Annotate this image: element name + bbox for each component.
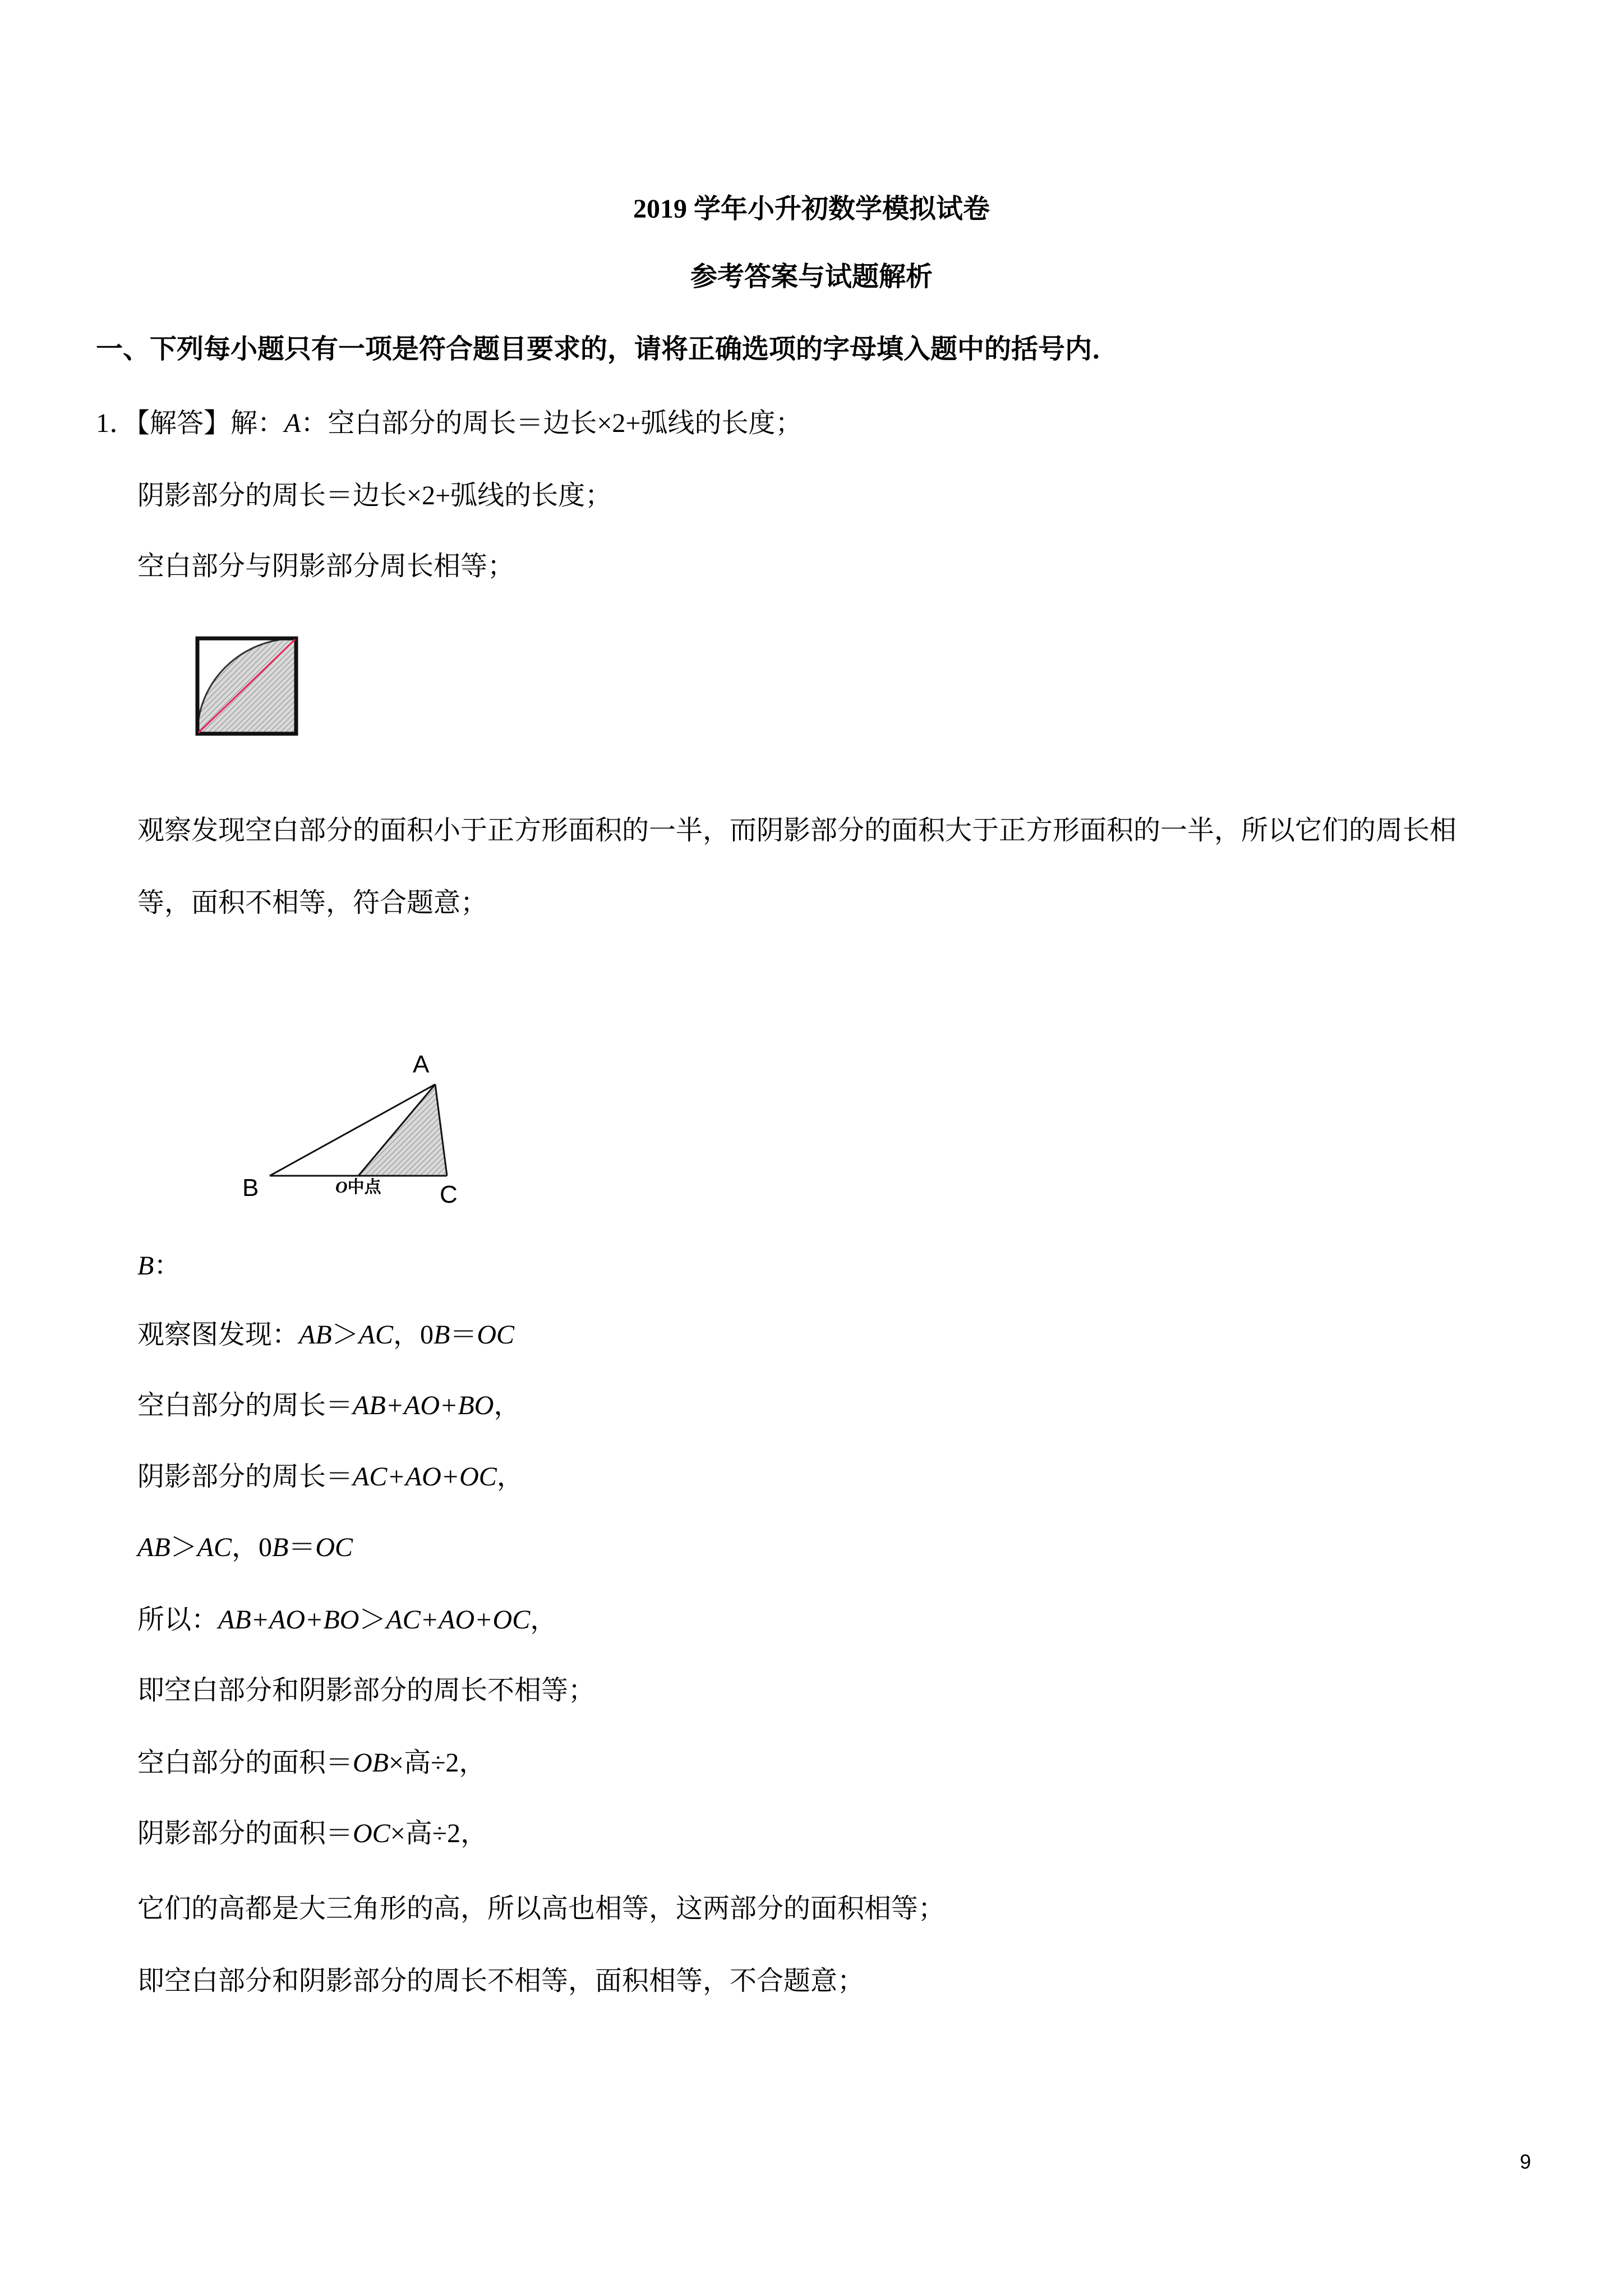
shaded-triangle-aoc bbox=[358, 1084, 447, 1176]
answer-text: ， bbox=[496, 1462, 524, 1492]
answer-line-6 bbox=[137, 1253, 181, 1280]
answer-text: ：空白部分的周长＝边长×2+弧线的长度； bbox=[301, 408, 803, 438]
answer-line-10 bbox=[137, 1534, 353, 1561]
triangle-figure bbox=[236, 1043, 505, 1212]
answer-line-15: 它们的高都是大三角形的高，所以高也相等，这两部分的面积相等； bbox=[137, 1894, 946, 1924]
answer-text: ，0 bbox=[393, 1320, 434, 1350]
math-term: B bbox=[272, 1533, 289, 1562]
answer-text: ＞ bbox=[331, 1320, 359, 1350]
math-term: AC+AO+OC bbox=[353, 1462, 497, 1492]
math-term: AC+AO+OC bbox=[386, 1605, 531, 1635]
math-term: AC bbox=[197, 1533, 232, 1562]
answer-line-3: 空白部分与阴影部分周长相等； bbox=[137, 551, 515, 581]
answer-line-11 bbox=[137, 1607, 557, 1634]
answer-text: 阴影部分的周长＝ bbox=[137, 1462, 353, 1492]
math-term: AB bbox=[137, 1533, 170, 1562]
answer-text: ： bbox=[154, 1251, 181, 1281]
answer-text: ＝ bbox=[288, 1533, 316, 1562]
answer-line-2: 阴影部分的周长＝边长×2+弧线的长度； bbox=[137, 481, 612, 510]
math-term: B bbox=[434, 1320, 450, 1350]
answer-text: 观察图发现： bbox=[137, 1320, 299, 1350]
answer-text: ×高÷2， bbox=[390, 1819, 488, 1848]
answer-text: ×高÷2， bbox=[389, 1748, 486, 1778]
answer-text: ＞ bbox=[359, 1605, 386, 1635]
answer-text: 空白部分的周长＝ bbox=[137, 1391, 353, 1420]
label-a: A bbox=[413, 1051, 430, 1078]
answer-line-1 bbox=[96, 410, 803, 437]
option-letter: B bbox=[137, 1251, 154, 1281]
math-term: OB bbox=[353, 1748, 389, 1778]
label-midpoint: 中点 bbox=[347, 1178, 381, 1197]
answer-text: 空白部分的面积＝ bbox=[137, 1748, 353, 1778]
math-term: AB+AO+BO bbox=[353, 1391, 494, 1420]
math-term: OC bbox=[315, 1533, 353, 1562]
answer-line-5: 等，面积不相等，符合题意； bbox=[137, 888, 488, 918]
answer-text: ，0 bbox=[232, 1533, 273, 1562]
option-letter: A bbox=[284, 408, 301, 438]
answer-line-8 bbox=[137, 1392, 520, 1419]
answer-text: 阴影部分的面积＝ bbox=[137, 1819, 353, 1848]
answer-line-4: 观察发现空白部分的面积小于正方形面积的一半，而阴影部分的面积大于正方形面积的一半，所以它们的周长相 bbox=[137, 816, 1457, 845]
math-term: AB bbox=[299, 1320, 332, 1350]
label-c: C bbox=[440, 1181, 458, 1208]
answer-line-16: 即空白部分和阴影部分的周长不相等，面积相等，不合题意； bbox=[137, 1966, 865, 1996]
answer-text: 所以： bbox=[137, 1605, 219, 1635]
page-number: 9 bbox=[1520, 2150, 1532, 2173]
math-term: OC bbox=[353, 1819, 390, 1848]
math-term: OC bbox=[477, 1320, 515, 1350]
answer-line-14 bbox=[137, 1820, 487, 1847]
label-o-midpoint bbox=[335, 1178, 382, 1197]
answer-text: ＞ bbox=[170, 1533, 197, 1562]
answer-line-13 bbox=[137, 1750, 486, 1777]
square-quarter-circle-figure bbox=[194, 635, 299, 737]
page-subtitle: 参考答案与试题解析 bbox=[690, 262, 933, 292]
answer-line-9 bbox=[137, 1464, 524, 1490]
label-b: B bbox=[242, 1174, 259, 1202]
answer-line-12: 即空白部分和阴影部分的周长不相等； bbox=[137, 1676, 596, 1705]
label-o: O bbox=[335, 1178, 348, 1197]
section-heading: 一、下列每小题只有一项是符合题目要求的，请将正确选项的字母填入题中的括号内． bbox=[96, 334, 1119, 364]
answer-text: 1．【解答】解： bbox=[96, 408, 285, 438]
answer-line-7 bbox=[137, 1322, 514, 1349]
math-term: AC bbox=[358, 1320, 394, 1350]
math-term: AB+AO+BO bbox=[218, 1605, 359, 1635]
answer-text: ， bbox=[494, 1391, 521, 1420]
page-title: 2019 学年小升初数学模拟试卷 bbox=[633, 194, 990, 224]
answer-text: ＝ bbox=[450, 1320, 477, 1350]
answer-text: ， bbox=[530, 1605, 557, 1635]
